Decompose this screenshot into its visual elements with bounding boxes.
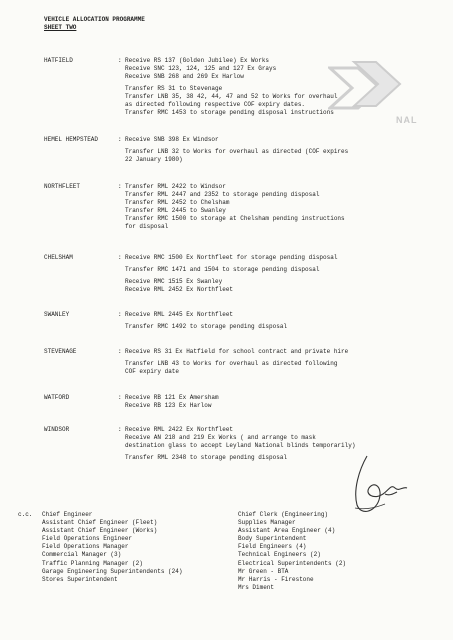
list-item: Electrical Superintendents (2) [238, 559, 347, 567]
section-line: Receive RB 123 Ex Harlow [125, 402, 212, 409]
list-item: Assistant Chief Engineer (Fleet) [42, 519, 158, 527]
list-item: Field Operations Manager [42, 543, 129, 551]
section-line: Receive AN 218 and 219 Ex Works ( and arrange to mask [125, 434, 316, 441]
watermark-text: NAL [396, 115, 418, 125]
list-item: Commercial Manager (3) [42, 551, 122, 559]
section-line: Transfer RML 2445 to Swanley [125, 207, 226, 214]
section-line: Transfer RS 31 to Stevenage [125, 85, 223, 92]
section-line: Receive RML 2452 Ex Northfleet [125, 286, 234, 293]
section-line: Receive RB 121 Ex Amersham [125, 394, 219, 401]
section-line: Transfer RML 2452 to Chelsham [125, 199, 230, 206]
list-item: Field Operations Engineer [42, 535, 133, 543]
section-body [125, 183, 425, 231]
section-name: NORTHFLEET [44, 183, 81, 190]
section-line: Receive RML 2422 Ex Northfleet [125, 426, 234, 433]
list-item: Assistant Chief Engineer (Works) [42, 527, 158, 535]
section-line: for disposal [125, 223, 169, 230]
section-name: HATFIELD [44, 57, 73, 64]
section-body [125, 394, 425, 410]
section-line: Transfer RML 2447 and 2352 to storage pending disposal [125, 191, 320, 198]
section-name: STEVENAGE [44, 348, 77, 355]
list-item: Traffic Planning Manager (2) [42, 559, 143, 567]
section-body [125, 254, 425, 294]
section-body [125, 136, 425, 164]
list-item: Mr Green - BTA [238, 567, 289, 575]
signature-icon [345, 450, 415, 520]
section-line: Transfer RML 2422 to Windsor [125, 183, 226, 190]
list-item: Chief Engineer [42, 511, 93, 518]
section-line: Receive RS 31 Ex Hatfield for school contract and private hire [125, 348, 349, 355]
section-line: Transfer RMC 1453 to storage pending disposal instructions [125, 109, 334, 116]
document-page: VEHICLE ALLOCATION PROGRAMME SHEET TWO NAL HATFIELD : Receive RS 137 (Golden Jubilee) Ex Works Receive SNC 123, 124, 125 and 127 Ex Grays Receive SNB 268 and 269 Ex Harlow Transfer RS 31 to Stevenage Transfer LNB 35, 38 42, 44, 47 and 52 to Works for overhaul as directed following respective COF expiry dates. Transfer RMC 1453 to storage pending disposal instructions HEMEL HEMPSTEAD : Receive SNB 398 Ex Windsor Transfer LNB 32 to Works for overhaul as directed (COF expires 22 January 1980) NORTHFLEET : Transfer RML 2422 to Windsor Transfer RML 2447 and 2352 to storage pending disposal Transfer RML 2452 to Chelsham Transfer RML 2445 to Swanley Transfer RMC 1500 to storage at Chelsham pending instructions for disposal CHELSHAM : Receive RMC 1500 Ex Northfleet for storage pending disposal Transfer RMC 1471 and 1504 to storage pending disposal Receive RMC 1515 Ex Swanley Receive RML 2452 Ex Northfleet SWANLEY : Receive RML 2445 Ex Northfleet Transfer RMC 1492 to storage pending disposal STEVENAGE : Receive RS 31 Ex Hatfield for school contract and private hire Transfer LNB 43 to Works for overhaul as directed following COF expiry date WATFORD : Receive RB 121 Ex Amersham Receive RB 123 Ex Harlow WINDSOR : Receive RML 2422 Ex Northfleet Receive AN 218 and 219 Ex Works ( and arrange to mask destination glass to accept Leyland National blinds temporarily) Transfer RML 2348 to storage pending disposal c.c. Chief Engineer Assistant Chief Engineer (Fleet) Assistant Chief Engineer (Works) Field Operations Engineer Field Operations Manager Commercial Manager (3) Traffic Planning Manager (2) Garage Engineering Superintendents (24) Stores Superintendent Chief Clerk (Engineering) Supplies Manager Assistant Area Engineer (4) Body Superintendent Field Engineers (4) Technical Engineers (2) Electrical Superintendents (2) Mr Green - BTA Mr Harris - Firestone Mrs Diment [0, 0, 453, 640]
section-line: Transfer RML 2348 to storage pending disposal [125, 454, 288, 461]
section-name: WINDSOR [44, 426, 70, 433]
list-item: Mr Harris - Firestone [238, 575, 314, 583]
section-line: Receive RMC 1500 Ex Northfleet for storage pending disposal [125, 254, 338, 261]
section-name: WATFORD [44, 394, 70, 401]
list-item: Stores Superintendent [42, 575, 118, 583]
distribution-list-left [42, 511, 182, 584]
section-line: Receive RMC 1515 Ex Swanley [125, 278, 223, 285]
section-line: Transfer RMC 1492 to storage pending disposal [125, 323, 288, 330]
section-line: Receive RML 2445 Ex Northfleet [125, 311, 234, 318]
section-line: Receive SNC 123, 124, 125 and 127 Ex Grays [125, 65, 277, 72]
list-item: Supplies Manager [238, 519, 296, 527]
document-title: VEHICLE ALLOCATION PROGRAMME [44, 16, 145, 23]
section-line: Receive SNB 398 Ex Windsor [125, 136, 219, 143]
distribution-list-right [238, 511, 346, 592]
list-item: Field Engineers (4) [238, 543, 307, 551]
section-line: Receive SNB 268 and 269 Ex Harlow [125, 73, 244, 80]
document-header [44, 16, 145, 32]
section-body [125, 57, 425, 117]
section-line: as directed following respective COF expiry dates. [125, 101, 306, 108]
section-line: Transfer LNB 35, 38 42, 44, 47 and 52 to Works for overhaul [125, 93, 338, 100]
list-item: Garage Engineering Superintendents (24) [42, 567, 183, 575]
document-subtitle: SHEET TWO [44, 24, 77, 31]
list-item: Technical Engineers (2) [238, 551, 321, 559]
section-name: CHELSHAM [44, 254, 73, 261]
cc-label: c.c. [18, 511, 33, 518]
section-line: Transfer LNB 32 to Works for overhaul as directed (COF expires [125, 148, 349, 155]
section-line: Receive RS 137 (Golden Jubilee) Ex Works [125, 57, 270, 64]
list-item: Assistant Area Engineer (4) [238, 527, 336, 535]
section-line: Transfer LNB 43 to Works for overhaul as directed following [125, 360, 338, 367]
section-body [125, 311, 425, 331]
list-item: Chief Clerk (Engineering) [238, 511, 329, 518]
section-line: destination glass to accept Leyland National blinds temporarily) [125, 442, 356, 449]
section-line: 22 January 1980) [125, 156, 183, 163]
section-name: HEMEL HEMPSTEAD [44, 136, 99, 143]
list-item: Mrs Diment [238, 583, 275, 591]
section-line: Transfer RMC 1471 and 1504 to storage pending disposal [125, 266, 320, 273]
section-line: COF expiry date [125, 368, 180, 375]
section-body [125, 348, 425, 376]
section-name: SWANLEY [44, 311, 70, 318]
list-item: Body Superintendent [238, 535, 307, 543]
section-line: Transfer RMC 1500 to storage at Chelsham pending instructions [125, 215, 345, 222]
